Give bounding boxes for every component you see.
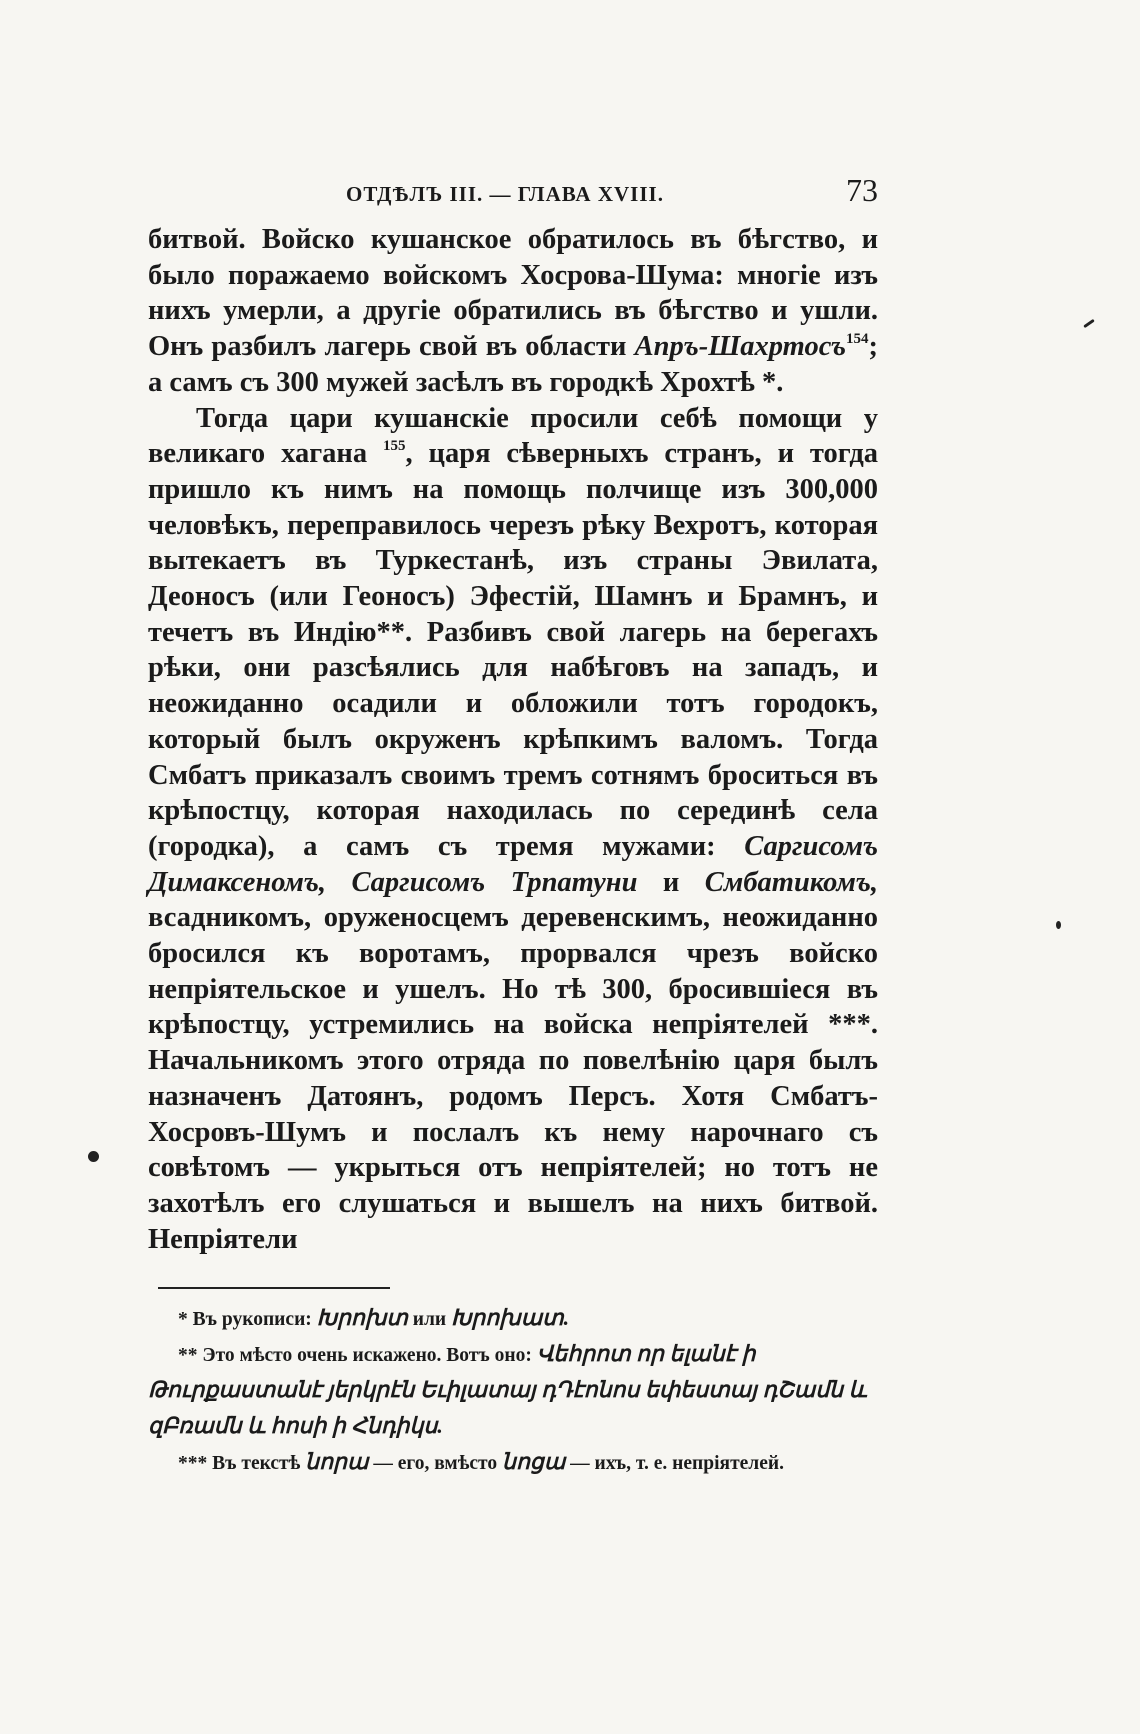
person-names: Саргисомъ Димаксеномъ, Саргисомъ Трпатуни bbox=[148, 830, 878, 898]
chapter-heading: ОТДѢЛЪ III. — ГЛАВА XVIII. bbox=[346, 182, 664, 206]
endnote-ref-155: 155 bbox=[383, 438, 406, 455]
footnote-1: * Въ рукописи: Խրոխտ или Խրոխատ. bbox=[178, 1305, 570, 1331]
main-text bbox=[148, 222, 878, 1257]
running-head bbox=[148, 170, 878, 220]
book-page bbox=[148, 170, 878, 1481]
place-name: Апръ-Шахртосъ bbox=[634, 331, 846, 363]
page-number: 73 bbox=[846, 172, 878, 208]
paragraph-1: битвой. Войско кушанское обратилось въ бѣгство, и было поражаемо войскомъ Хосрова-Шума: многіе изъ нихъ умерли, а другіе обратились въ бѣгство и ушли. Онъ разбилъ лагерь свой въ области Апръ-Шахртосъ$^{154}$; а самъ съ 300 мужей засѣлъ въ городкѣ Хрохтѣ *. bbox=[148, 224, 878, 398]
footnote-2: ** Это мѣсто очень искажено. Вотъ оно: Վեհրոտ որ ելանէ ի Թուրքաստանէ յերկրէն Եւիլատայ դԴէոնոս եփեստայ դՇամն և զԲռամն և հոսի ի Հնդիկս. bbox=[148, 1341, 867, 1439]
endnote-ref-154: 154 bbox=[846, 331, 869, 348]
person-name: Смбатикомъ, bbox=[704, 866, 878, 898]
ink-speck bbox=[1056, 921, 1061, 929]
footnote-rule bbox=[158, 1287, 390, 1289]
footnote-3: *** Въ текстѣ նորա — его, вмѣсто նոցա — ихъ, т. е. непріятелей. bbox=[178, 1449, 785, 1475]
ink-speck bbox=[88, 1151, 99, 1162]
footnotes bbox=[148, 1301, 878, 1481]
paragraph-2: Тогда цари кушанскіе просили себѣ помощи у великаго хагана $^{155}$, царя сѣверныхъ странъ, и тогда пришло къ нимъ на помощь полчище изъ 300,000 человѣкъ, переправилось черезъ рѣку Вехротъ, которая вытекаетъ въ Туркестанѣ, изъ страны Эвилата, Деоносъ (или Геоносъ) Эфестій, Шамнъ и Брамнъ, и течетъ въ Индію**. Разбивъ свой лагерь на берегахъ рѣки, они разсѣялись для набѣговъ на западъ, и неожиданно осадили и обложили тотъ городокъ, который былъ окруженъ крѣпкимъ валомъ. Тогда Смбатъ приказалъ своимъ тремъ сотнямъ броситься въ крѣпостцу, которая находилась по серединѣ села (городка), а самъ съ тремя мужами: Саргисомъ Димаксеномъ, Саргисомъ Трпатуни и Смбатикомъ, всадникомъ, оруженосцемъ деревенскимъ, неожиданно бросился къ воротамъ, прорвался чрезъ войско непріятельское и ушелъ. Но тѣ 300, бросившіеся въ крѣпостцу, устремились на войска непріятелей ***. Начальникомъ этого отряда по повелѣнію царя былъ назначенъ Датоянъ, родомъ Персъ. Хотя Смбатъ-Хосровъ-Шумъ и послалъ къ нему нарочнаго съ совѣтомъ — укрыться отъ непріятелей; но тотъ не захотѣлъ его слушаться и вышелъ на нихъ битвой. Непріятели bbox=[148, 402, 878, 1255]
ink-speck bbox=[1083, 319, 1095, 328]
